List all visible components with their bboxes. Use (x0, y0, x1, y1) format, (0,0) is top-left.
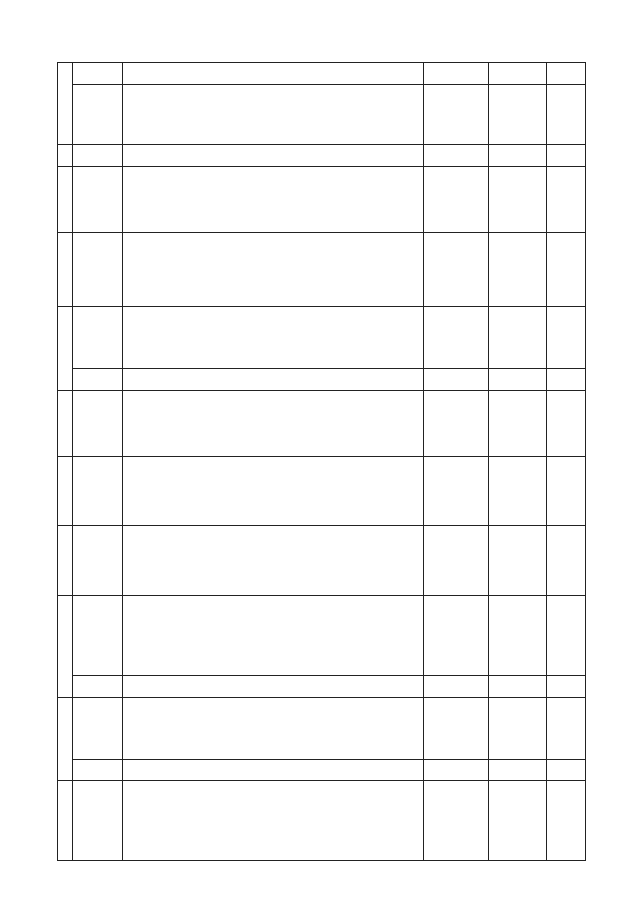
address-cell (73, 145, 123, 167)
planned-year-cell (489, 63, 547, 85)
cost-cell (424, 526, 489, 596)
row-number (58, 145, 73, 167)
build-year-cell (547, 526, 586, 596)
cost-cell (424, 369, 489, 391)
table-row (58, 85, 586, 145)
row-number (58, 698, 73, 781)
table-row (58, 145, 586, 167)
cost-cell (424, 167, 489, 233)
table-row (58, 307, 586, 369)
planned-year-cell (489, 676, 547, 698)
work-description-cell (123, 676, 424, 698)
work-description-cell (123, 526, 424, 596)
cost-cell (424, 391, 489, 457)
table-row (58, 760, 586, 781)
cost-cell (424, 63, 489, 85)
cost-cell (424, 760, 489, 781)
work-description-cell (123, 63, 424, 85)
row-number (58, 63, 73, 145)
table-row (58, 167, 586, 233)
work-description-cell (123, 85, 424, 145)
work-description-cell (123, 760, 424, 781)
row-number (58, 596, 73, 698)
address-cell (73, 391, 123, 457)
cost-cell (424, 676, 489, 698)
address-cell (73, 369, 123, 391)
address-cell (73, 457, 123, 526)
cost-cell (424, 457, 489, 526)
work-description-cell (123, 145, 424, 167)
work-description-cell (123, 307, 424, 369)
cost-cell (424, 698, 489, 760)
planned-year-cell (489, 596, 547, 676)
table-row (58, 233, 586, 307)
work-description-cell (123, 781, 424, 861)
row-number (58, 167, 73, 233)
row-number (58, 391, 73, 457)
work-description-cell (123, 698, 424, 760)
address-cell (73, 307, 123, 369)
planned-year-cell (489, 369, 547, 391)
cost-cell (424, 307, 489, 369)
build-year-cell (547, 391, 586, 457)
build-year-cell (547, 63, 586, 85)
table-row (58, 596, 586, 676)
planned-year-cell (489, 85, 547, 145)
planned-year-cell (489, 698, 547, 760)
cost-cell (424, 233, 489, 307)
address-cell (73, 526, 123, 596)
address-cell (73, 233, 123, 307)
planned-year-cell (489, 167, 547, 233)
planned-year-cell (489, 760, 547, 781)
planned-year-cell (489, 781, 547, 861)
build-year-cell (547, 596, 586, 676)
cost-cell (424, 145, 489, 167)
table-row (58, 781, 586, 861)
table-row (58, 526, 586, 596)
build-year-cell (547, 781, 586, 861)
cost-cell (424, 596, 489, 676)
row-number (58, 457, 73, 526)
table-row (58, 698, 586, 760)
work-description-cell (123, 391, 424, 457)
address-cell (73, 596, 123, 676)
build-year-cell (547, 676, 586, 698)
table-row (58, 63, 586, 85)
build-year-cell (547, 167, 586, 233)
planned-year-cell (489, 457, 547, 526)
table-row (58, 676, 586, 698)
row-number (58, 307, 73, 391)
build-year-cell (547, 307, 586, 369)
planned-year-cell (489, 526, 547, 596)
work-description-cell (123, 596, 424, 676)
row-number (58, 233, 73, 307)
planned-year-cell (489, 145, 547, 167)
address-cell (73, 63, 123, 85)
work-description-cell (123, 457, 424, 526)
housing-repair-table (57, 62, 586, 861)
build-year-cell (547, 85, 586, 145)
build-year-cell (547, 145, 586, 167)
build-year-cell (547, 369, 586, 391)
cost-cell (424, 781, 489, 861)
cost-cell (424, 85, 489, 145)
work-description-cell (123, 233, 424, 307)
address-cell (73, 167, 123, 233)
build-year-cell (547, 760, 586, 781)
planned-year-cell (489, 391, 547, 457)
table-row (58, 457, 586, 526)
address-cell (73, 781, 123, 861)
address-cell (73, 760, 123, 781)
row-number (58, 781, 73, 861)
build-year-cell (547, 457, 586, 526)
build-year-cell (547, 698, 586, 760)
work-description-cell (123, 167, 424, 233)
build-year-cell (547, 233, 586, 307)
row-number (58, 526, 73, 596)
address-cell (73, 698, 123, 760)
address-cell (73, 676, 123, 698)
planned-year-cell (489, 307, 547, 369)
table-row (58, 369, 586, 391)
work-description-cell (123, 369, 424, 391)
table-row (58, 391, 586, 457)
planned-year-cell (489, 233, 547, 307)
address-cell (73, 85, 123, 145)
